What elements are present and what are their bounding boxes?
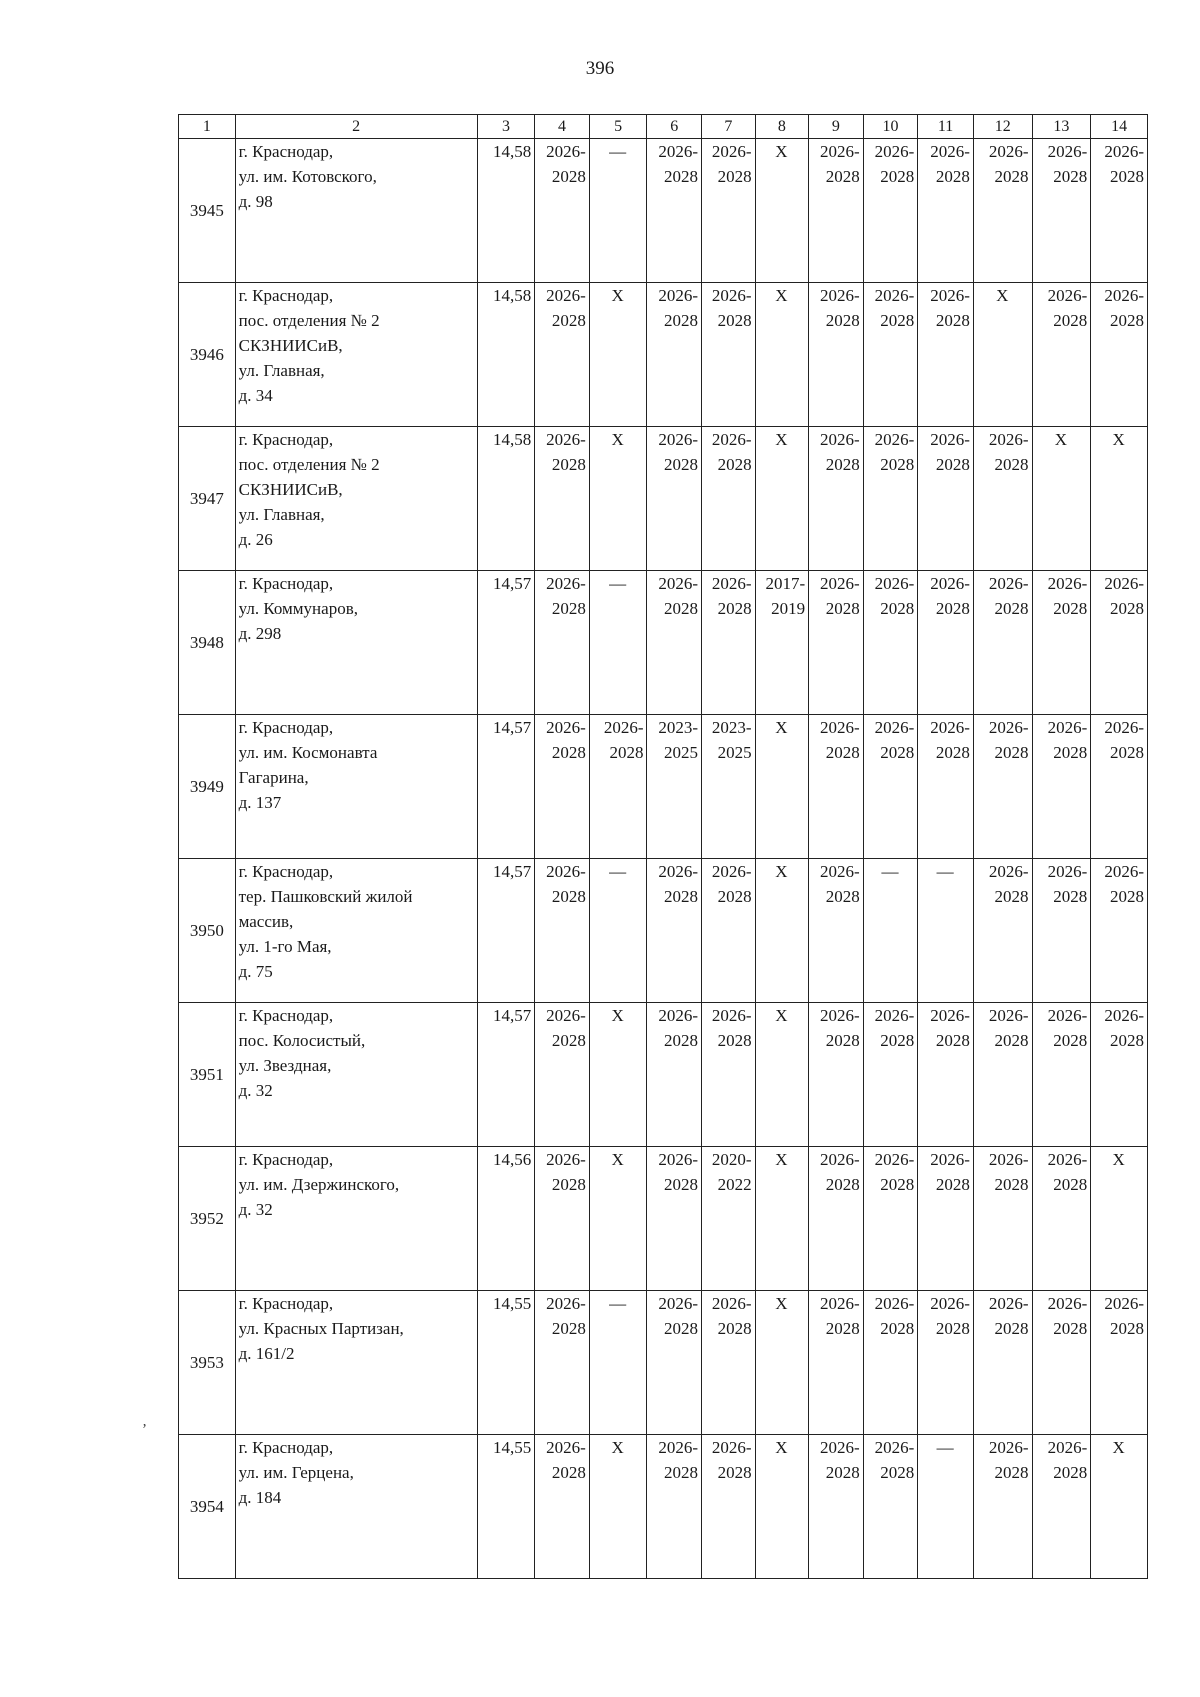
period-cell-col-9: 2026- 2028	[809, 283, 864, 427]
period-cell-col-14: X	[1091, 427, 1148, 571]
table-row	[179, 139, 1148, 283]
period-cell-col-9: 2026- 2028	[809, 139, 864, 283]
period-cell-col-7: 2026- 2028	[702, 571, 756, 715]
address-cell	[235, 715, 477, 859]
period-cell-col-8: X	[755, 427, 809, 571]
address-line: ул. Коммунаров,	[238, 599, 358, 618]
column-header-5: 5	[589, 115, 647, 139]
row-number: 3951	[179, 1003, 236, 1147]
period-cell-col-5: X	[589, 1435, 647, 1579]
row-number: 3950	[179, 859, 236, 1003]
period-cell-col-6: 2026- 2028	[647, 859, 702, 1003]
period-cell-col-12: 2026- 2028	[973, 571, 1032, 715]
period-cell-col-11: 2026- 2028	[918, 571, 974, 715]
row-number: 3949	[179, 715, 236, 859]
address-line: тер. Пашковский жилой	[238, 887, 413, 906]
period-cell-col-8: X	[755, 1435, 809, 1579]
period-cell-col-7: 2023- 2025	[702, 715, 756, 859]
period-cell-col-14: 2026- 2028	[1091, 283, 1148, 427]
column-header-4: 4	[535, 115, 590, 139]
period-cell-col-6: 2026- 2028	[647, 1291, 702, 1435]
address-line: г. Краснодар,	[238, 718, 334, 737]
address-cell	[235, 859, 477, 1003]
register-table	[178, 114, 1148, 1579]
table-row	[179, 859, 1148, 1003]
period-cell-col-12: 2026- 2028	[973, 427, 1032, 571]
period-cell-col-10: —	[863, 859, 918, 1003]
period-cell-col-7: 2026- 2028	[702, 859, 756, 1003]
column-header-1: 1	[179, 115, 236, 139]
table-row	[179, 427, 1148, 571]
address-line: д. 34	[238, 386, 273, 405]
period-cell-col-11: 2026- 2028	[918, 715, 974, 859]
period-cell-col-10: 2026- 2028	[863, 571, 918, 715]
period-cell-col-7: 2020- 2022	[702, 1147, 756, 1291]
address-line: ул. им. Дзержинского,	[238, 1175, 400, 1194]
address-line: ул. им. Космонавта	[238, 743, 378, 762]
address-line: ул. 1-го Мая,	[238, 937, 332, 956]
period-cell-col-13: 2026- 2028	[1032, 859, 1091, 1003]
address-cell	[235, 1147, 477, 1291]
period-cell-col-13: 2026- 2028	[1032, 715, 1091, 859]
period-cell-col-10: 2026- 2028	[863, 1291, 918, 1435]
period-cell-col-11: 2026- 2028	[918, 1147, 974, 1291]
period-cell-col-4: 2026- 2028	[535, 859, 590, 1003]
address-line: д. 184	[238, 1488, 282, 1507]
value-cell: 14,56	[477, 1147, 535, 1291]
period-cell-col-7: 2026- 2028	[702, 139, 756, 283]
table-body	[179, 139, 1148, 1579]
period-cell-col-5: —	[589, 139, 647, 283]
period-cell-col-14: 2026- 2028	[1091, 139, 1148, 283]
period-cell-col-4: 2026- 2028	[535, 139, 590, 283]
address-line: г. Краснодар,	[238, 862, 334, 881]
column-header-12: 12	[973, 115, 1032, 139]
period-cell-col-12: 2026- 2028	[973, 1435, 1032, 1579]
row-number: 3954	[179, 1435, 236, 1579]
period-cell-col-8: X	[755, 1291, 809, 1435]
period-cell-col-6: 2023- 2025	[647, 715, 702, 859]
period-cell-col-14: 2026- 2028	[1091, 1003, 1148, 1147]
period-cell-col-4: 2026- 2028	[535, 715, 590, 859]
period-cell-col-5: X	[589, 1003, 647, 1147]
table-row	[179, 1003, 1148, 1147]
period-cell-col-5: —	[589, 571, 647, 715]
period-cell-col-6: 2026- 2028	[647, 1435, 702, 1579]
column-header-13: 13	[1032, 115, 1091, 139]
period-cell-col-12: 2026- 2028	[973, 1003, 1032, 1147]
period-cell-col-4: 2026- 2028	[535, 1435, 590, 1579]
value-cell: 14,57	[477, 571, 535, 715]
address-line: д. 32	[238, 1200, 273, 1219]
column-header-3: 3	[477, 115, 535, 139]
column-header-11: 11	[918, 115, 974, 139]
table-row	[179, 1291, 1148, 1435]
period-cell-col-13: 2026- 2028	[1032, 1003, 1091, 1147]
period-cell-col-9: 2026- 2028	[809, 1435, 864, 1579]
address-line: г. Краснодар,	[238, 142, 334, 161]
address-line: ул. им. Котовского,	[238, 167, 377, 186]
table-row	[179, 715, 1148, 859]
period-cell-col-5: 2026- 2028	[589, 715, 647, 859]
period-cell-col-8: X	[755, 1147, 809, 1291]
period-cell-col-8: X	[755, 1003, 809, 1147]
period-cell-col-14: X	[1091, 1147, 1148, 1291]
period-cell-col-5: X	[589, 283, 647, 427]
period-cell-col-11: 2026- 2028	[918, 1291, 974, 1435]
period-cell-col-13: 2026- 2028	[1032, 571, 1091, 715]
stray-mark: ʼ	[142, 1422, 147, 1438]
period-cell-col-8: X	[755, 139, 809, 283]
column-header-6: 6	[647, 115, 702, 139]
header-row	[179, 115, 1148, 139]
period-cell-col-13: 2026- 2028	[1032, 1291, 1091, 1435]
value-cell: 14,58	[477, 139, 535, 283]
address-line: д. 298	[238, 624, 282, 643]
period-cell-col-12: 2026- 2028	[973, 139, 1032, 283]
period-cell-col-11: 2026- 2028	[918, 427, 974, 571]
table-row	[179, 283, 1148, 427]
row-number: 3946	[179, 283, 236, 427]
period-cell-col-8: X	[755, 859, 809, 1003]
period-cell-col-6: 2026- 2028	[647, 1147, 702, 1291]
address-line: г. Краснодар,	[238, 286, 334, 305]
table-row	[179, 571, 1148, 715]
column-header-10: 10	[863, 115, 918, 139]
period-cell-col-12: X	[973, 283, 1032, 427]
column-header-14: 14	[1091, 115, 1148, 139]
period-cell-col-12: 2026- 2028	[973, 715, 1032, 859]
period-cell-col-8: 2017- 2019	[755, 571, 809, 715]
value-cell: 14,58	[477, 427, 535, 571]
period-cell-col-11: —	[918, 1435, 974, 1579]
row-number: 3948	[179, 571, 236, 715]
column-header-2: 2	[235, 115, 477, 139]
table-row	[179, 1147, 1148, 1291]
address-cell	[235, 139, 477, 283]
value-cell: 14,57	[477, 715, 535, 859]
address-line: д. 137	[238, 793, 282, 812]
period-cell-col-4: 2026- 2028	[535, 1003, 590, 1147]
period-cell-col-10: 2026- 2028	[863, 1435, 918, 1579]
period-cell-col-10: 2026- 2028	[863, 283, 918, 427]
address-line: г. Краснодар,	[238, 1006, 334, 1025]
period-cell-col-9: 2026- 2028	[809, 859, 864, 1003]
row-number: 3953	[179, 1291, 236, 1435]
period-cell-col-12: 2026- 2028	[973, 1291, 1032, 1435]
period-cell-col-12: 2026- 2028	[973, 1147, 1032, 1291]
table-header	[179, 115, 1148, 139]
address-cell	[235, 1435, 477, 1579]
period-cell-col-13: 2026- 2028	[1032, 1435, 1091, 1579]
period-cell-col-10: 2026- 2028	[863, 1147, 918, 1291]
period-cell-col-10: 2026- 2028	[863, 139, 918, 283]
period-cell-col-4: 2026- 2028	[535, 1291, 590, 1435]
value-cell: 14,57	[477, 859, 535, 1003]
period-cell-col-6: 2026- 2028	[647, 427, 702, 571]
period-cell-col-13: 2026- 2028	[1032, 139, 1091, 283]
address-line: д. 161/2	[238, 1344, 295, 1363]
period-cell-col-10: 2026- 2028	[863, 1003, 918, 1147]
value-cell: 14,55	[477, 1435, 535, 1579]
address-cell	[235, 1291, 477, 1435]
period-cell-col-13: X	[1032, 427, 1091, 571]
column-header-7: 7	[702, 115, 756, 139]
period-cell-col-7: 2026- 2028	[702, 427, 756, 571]
period-cell-col-5: —	[589, 1291, 647, 1435]
period-cell-col-14: 2026- 2028	[1091, 1291, 1148, 1435]
period-cell-col-5: X	[589, 1147, 647, 1291]
value-cell: 14,58	[477, 283, 535, 427]
address-line: г. Краснодар,	[238, 1294, 334, 1313]
address-line: пос. отделения № 2	[238, 455, 380, 474]
address-line: СКЗНИИСиВ,	[238, 480, 343, 499]
address-line: г. Краснодар,	[238, 430, 334, 449]
column-header-8: 8	[755, 115, 809, 139]
address-line: д. 32	[238, 1081, 273, 1100]
address-line: г. Краснодар,	[238, 1438, 334, 1457]
period-cell-col-9: 2026- 2028	[809, 571, 864, 715]
address-line: г. Краснодар,	[238, 1150, 334, 1169]
period-cell-col-14: 2026- 2028	[1091, 715, 1148, 859]
address-line: Гагарина,	[238, 768, 309, 787]
period-cell-col-9: 2026- 2028	[809, 1147, 864, 1291]
address-line: г. Краснодар,	[238, 574, 334, 593]
period-cell-col-10: 2026- 2028	[863, 427, 918, 571]
period-cell-col-14: 2026- 2028	[1091, 571, 1148, 715]
period-cell-col-14: 2026- 2028	[1091, 859, 1148, 1003]
period-cell-col-6: 2026- 2028	[647, 571, 702, 715]
period-cell-col-11: 2026- 2028	[918, 283, 974, 427]
address-line: ул. Главная,	[238, 361, 325, 380]
address-line: ул. Главная,	[238, 505, 325, 524]
period-cell-col-4: 2026- 2028	[535, 1147, 590, 1291]
period-cell-col-12: 2026- 2028	[973, 859, 1032, 1003]
period-cell-col-7: 2026- 2028	[702, 1291, 756, 1435]
period-cell-col-6: 2026- 2028	[647, 1003, 702, 1147]
address-line: ул. Звездная,	[238, 1056, 332, 1075]
table-row	[179, 1435, 1148, 1579]
address-cell	[235, 571, 477, 715]
row-number: 3952	[179, 1147, 236, 1291]
period-cell-col-9: 2026- 2028	[809, 1003, 864, 1147]
row-number: 3945	[179, 139, 236, 283]
page-number: 396	[585, 58, 615, 79]
row-number: 3947	[179, 427, 236, 571]
address-line: СКЗНИИСиВ,	[238, 336, 343, 355]
period-cell-col-14: X	[1091, 1435, 1148, 1579]
period-cell-col-9: 2026- 2028	[809, 1291, 864, 1435]
period-cell-col-11: 2026- 2028	[918, 1003, 974, 1147]
period-cell-col-6: 2026- 2028	[647, 139, 702, 283]
period-cell-col-7: 2026- 2028	[702, 283, 756, 427]
period-cell-col-4: 2026- 2028	[535, 283, 590, 427]
period-cell-col-5: X	[589, 427, 647, 571]
address-cell	[235, 283, 477, 427]
address-line: д. 26	[238, 530, 273, 549]
period-cell-col-8: X	[755, 715, 809, 859]
period-cell-col-5: —	[589, 859, 647, 1003]
period-cell-col-13: 2026- 2028	[1032, 283, 1091, 427]
period-cell-col-11: 2026- 2028	[918, 139, 974, 283]
period-cell-col-9: 2026- 2028	[809, 427, 864, 571]
period-cell-col-11: —	[918, 859, 974, 1003]
period-cell-col-7: 2026- 2028	[702, 1435, 756, 1579]
value-cell: 14,55	[477, 1291, 535, 1435]
period-cell-col-10: 2026- 2028	[863, 715, 918, 859]
address-line: д. 98	[238, 192, 273, 211]
period-cell-col-9: 2026- 2028	[809, 715, 864, 859]
address-cell	[235, 427, 477, 571]
address-line: массив,	[238, 912, 294, 931]
address-line: ул. им. Герцена,	[238, 1463, 354, 1482]
address-line: пос. Колосистый,	[238, 1031, 366, 1050]
address-line: д. 75	[238, 962, 273, 981]
address-line: пос. отделения № 2	[238, 311, 380, 330]
column-header-9: 9	[809, 115, 864, 139]
value-cell: 14,57	[477, 1003, 535, 1147]
period-cell-col-6: 2026- 2028	[647, 283, 702, 427]
period-cell-col-4: 2026- 2028	[535, 571, 590, 715]
period-cell-col-8: X	[755, 283, 809, 427]
address-cell	[235, 1003, 477, 1147]
period-cell-col-7: 2026- 2028	[702, 1003, 756, 1147]
period-cell-col-4: 2026- 2028	[535, 427, 590, 571]
period-cell-col-13: 2026- 2028	[1032, 1147, 1091, 1291]
address-line: ул. Красных Партизан,	[238, 1319, 404, 1338]
